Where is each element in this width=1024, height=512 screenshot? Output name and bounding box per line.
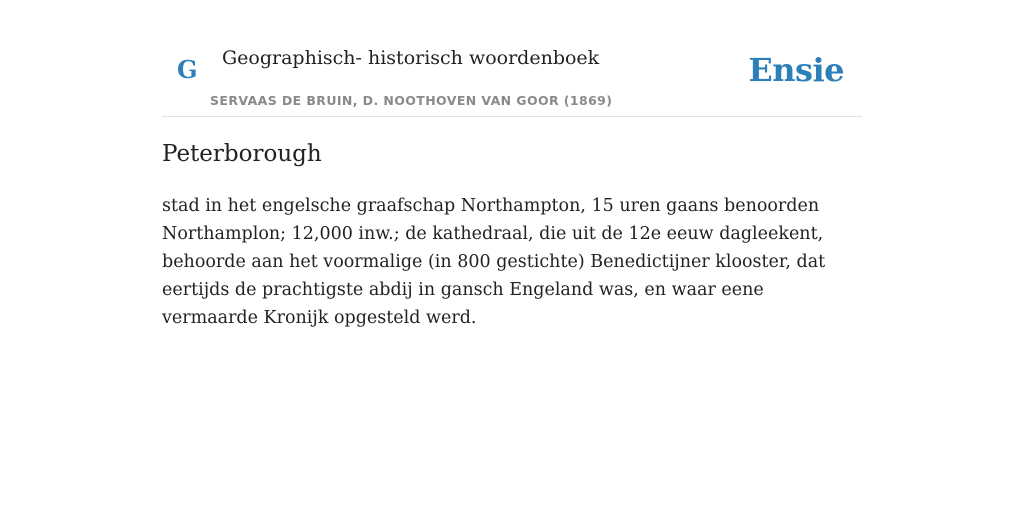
book-authors: SERVAAS DE BRUIN, D. NOOTHOVEN VAN GOOR (1869) [210, 93, 613, 108]
entry-definition: stad in het engelsche graafschap Northampton, 15 uren gaans benoorden Northamplon; 12,000 inw.; de kathedraal, die uit de 12e eeuw dagleekent, behoorde aan het voormalige (in 800 gestichte) Benedictijner klooster, dat eertijds de prachtigste abdij in gansch Engeland was, en waar eene vermaarde Kronijk opgesteld werd. [162, 196, 826, 328]
book-header [162, 0, 862, 117]
book-letter-logo[interactable]: G [177, 55, 198, 84]
entry-title: Peterborough [162, 141, 322, 167]
book-title-link[interactable]: Geographisch- historisch woordenboek [222, 47, 600, 69]
ensie-logo-link[interactable]: Ensie [748, 51, 844, 89]
